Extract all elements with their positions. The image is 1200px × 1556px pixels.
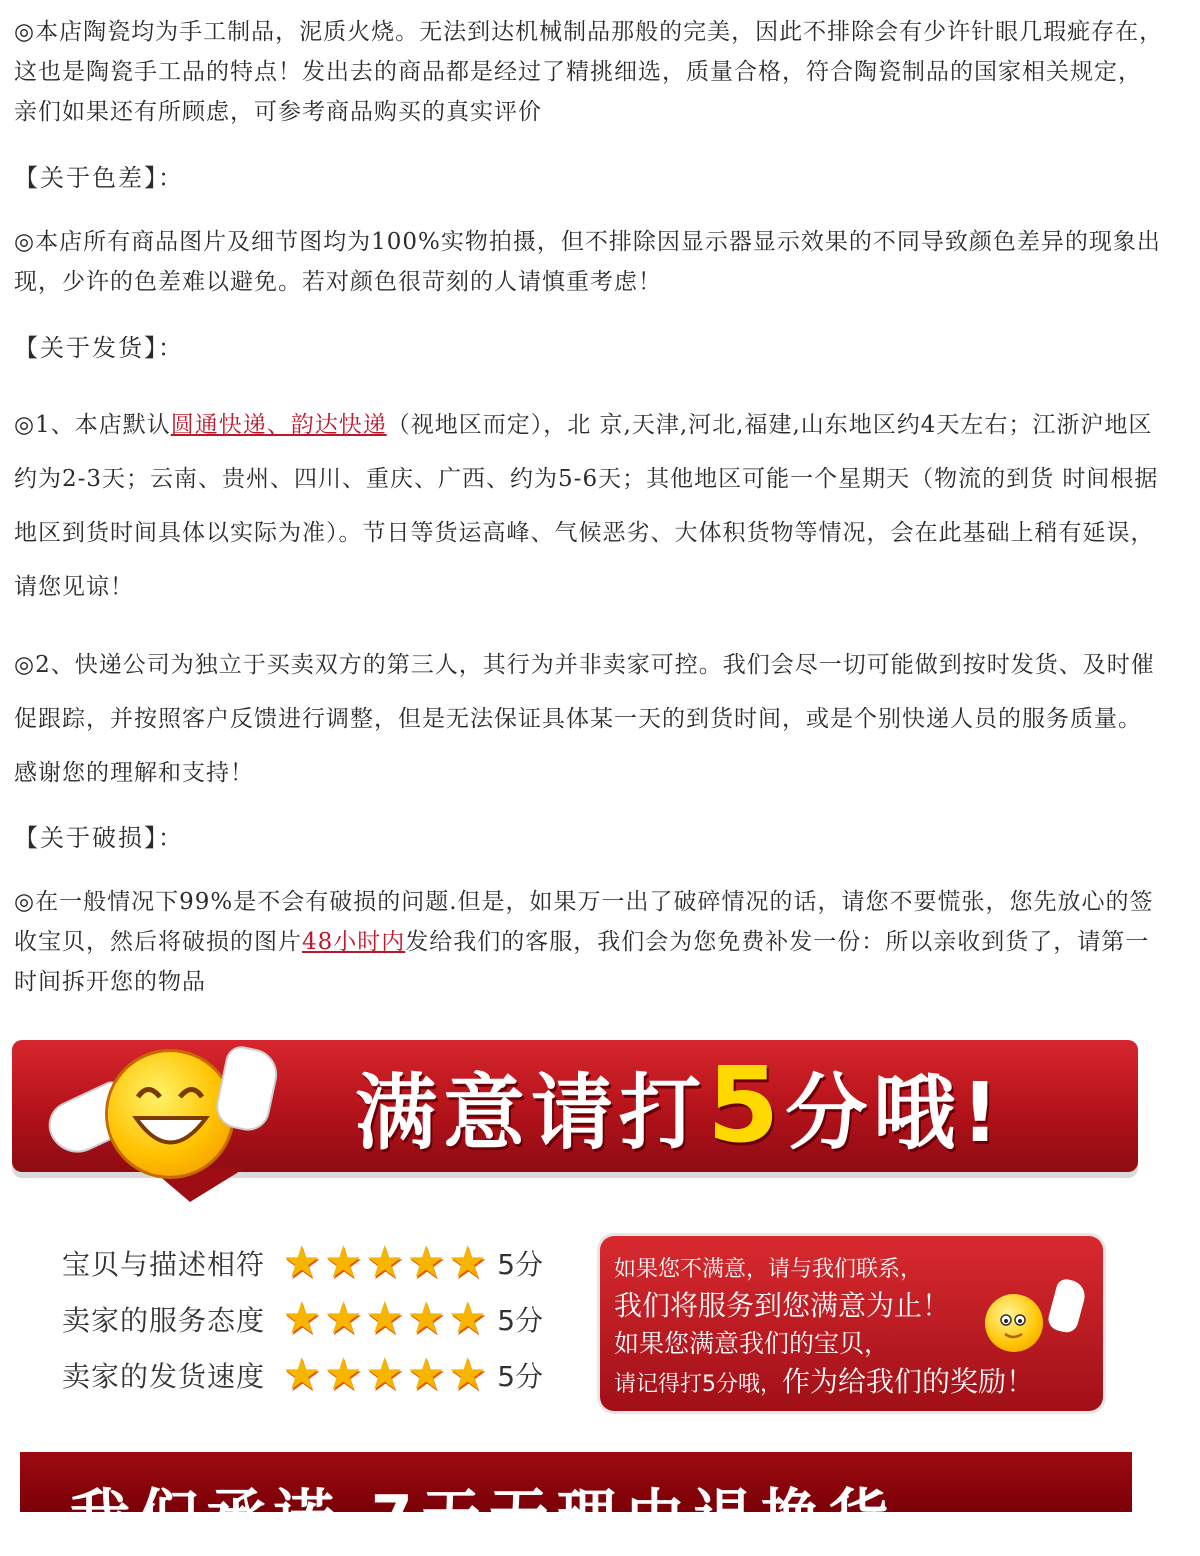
damage-p-before: ◎在一般情况下99%是不会有破损的问题.但是，如果万一出了破碎情况的话，请您不要慌张，您先放心的签收宝贝，然后将破损的图片: [14, 889, 1154, 955]
contact-line-1: 如果您不满意，请与我们联系，: [614, 1257, 923, 1282]
intro-paragraph: ◎本店陶瓷均为手工制品，泥质火烧。无法到达机械制品那般的完美，因此不排除会有少许针眼几瑕疵存在，这也是陶瓷手工品的特点！发出去的商品都是经过了精挑细选，质量合格，符合陶瓷制品的国家相关规定，亲们如果还有所顾虑，可参考商品购买的真实评价: [14, 19, 1164, 125]
color-diff-paragraph: ◎本店所有商品图片及细节图均为100%实物拍摄，但不排除因显示器显示效果的不同导致颜色差异的现象出现，少许的色差难以避免。若对颜色很苛刻的人请慎重考虑！: [14, 229, 1161, 295]
banner-title: [355, 1044, 1005, 1166]
guarantee-text: 我们承诺 7天无理由退换货: [70, 1483, 897, 1553]
star-icon: ★: [406, 1293, 446, 1344]
48h-link[interactable]: 48小时内: [302, 929, 406, 955]
banner-number: 5: [707, 1044, 786, 1166]
star-icon: ★: [364, 1349, 405, 1400]
star-icon: ★: [364, 1293, 405, 1344]
rating-score: 5分: [497, 1248, 544, 1281]
contact-line-4: [614, 1360, 1034, 1400]
damage-heading: 【关于破损】：: [14, 824, 184, 852]
contact-line-4-big: 作为给我们的奖励！: [782, 1365, 1035, 1398]
rating-row: [62, 1350, 543, 1400]
star-icon: ★: [282, 1237, 322, 1288]
star-rating: [282, 1237, 488, 1288]
smiley-icon: [108, 1052, 232, 1176]
star-icon: ★: [282, 1293, 322, 1344]
rating-label: 卖家的发货速度: [62, 1360, 266, 1393]
damage-paragraph: [14, 882, 1164, 1002]
shipping-heading: 【关于发货】：: [14, 334, 184, 362]
star-icon: ★: [323, 1293, 363, 1344]
star-icon: ★: [447, 1237, 488, 1288]
rating-row: [62, 1294, 543, 1344]
contact-line-3: 如果您满意我们的宝贝，: [614, 1329, 890, 1358]
damage-p-after: 发给我们的客服，我们会为您免费补发一份：所以亲收到货了，请第一时间拆开您的物品: [14, 929, 1150, 995]
shipping-paragraph-1: [14, 398, 1164, 614]
star-rating: [282, 1293, 488, 1344]
shipping-p1-after: （视地区而定），北 京,天津,河北,福建,山东地区约4天左右；江浙沪地区约为2-3天；云南、贵州、四川、重庆、广西、约为5-6天；其他地区可能一个星期天（物流的到货 时间根据地区到货时间具体以实际为准）。节日等货运高峰、气候恶劣、大体积货物等情况，会在此基础上稍有延误，请您见谅！: [14, 412, 1159, 600]
banner-text-after: 分哦!: [785, 1066, 1005, 1161]
star-icon: ★: [447, 1349, 488, 1400]
star-icon: ★: [282, 1349, 322, 1400]
star-icon: ★: [406, 1237, 446, 1288]
star-icon: ★: [447, 1293, 488, 1344]
star-icon: ★: [406, 1349, 446, 1400]
shipping-p1-before: ◎1、本店默认: [14, 412, 171, 438]
banner-text-before: 满意请打: [355, 1066, 708, 1161]
star-icon: ★: [323, 1237, 363, 1288]
rating-label: 宝贝与描述相符: [62, 1248, 266, 1281]
rating-score: 5分: [497, 1360, 544, 1393]
rating-score: 5分: [497, 1304, 544, 1337]
rating-label: 卖家的服务态度: [62, 1304, 266, 1337]
smiley-icon: [985, 1294, 1043, 1352]
color-diff-heading: 【关于色差】：: [14, 164, 184, 192]
rating-row: [62, 1238, 543, 1288]
star-rating: [282, 1349, 488, 1400]
shipping-paragraph-2: ◎2、快递公司为独立于买卖双方的第三人，其行为并非卖家可控。我们会尽一切可能做到按时发货、及时催促跟踪，并按照客户反馈进行调整，但是无法保证具体某一天的到货时间，或是个别快递人员的服务质量。感谢您的理解和支持！: [14, 652, 1155, 786]
contact-line-2: 我们将服务到您满意为止！: [614, 1289, 951, 1322]
star-icon: ★: [323, 1349, 363, 1400]
courier-link[interactable]: 圆通快递、韵达快递: [170, 412, 387, 438]
contact-line-4-small: 请记得打5分哦，: [614, 1372, 782, 1397]
star-icon: ★: [364, 1237, 405, 1288]
